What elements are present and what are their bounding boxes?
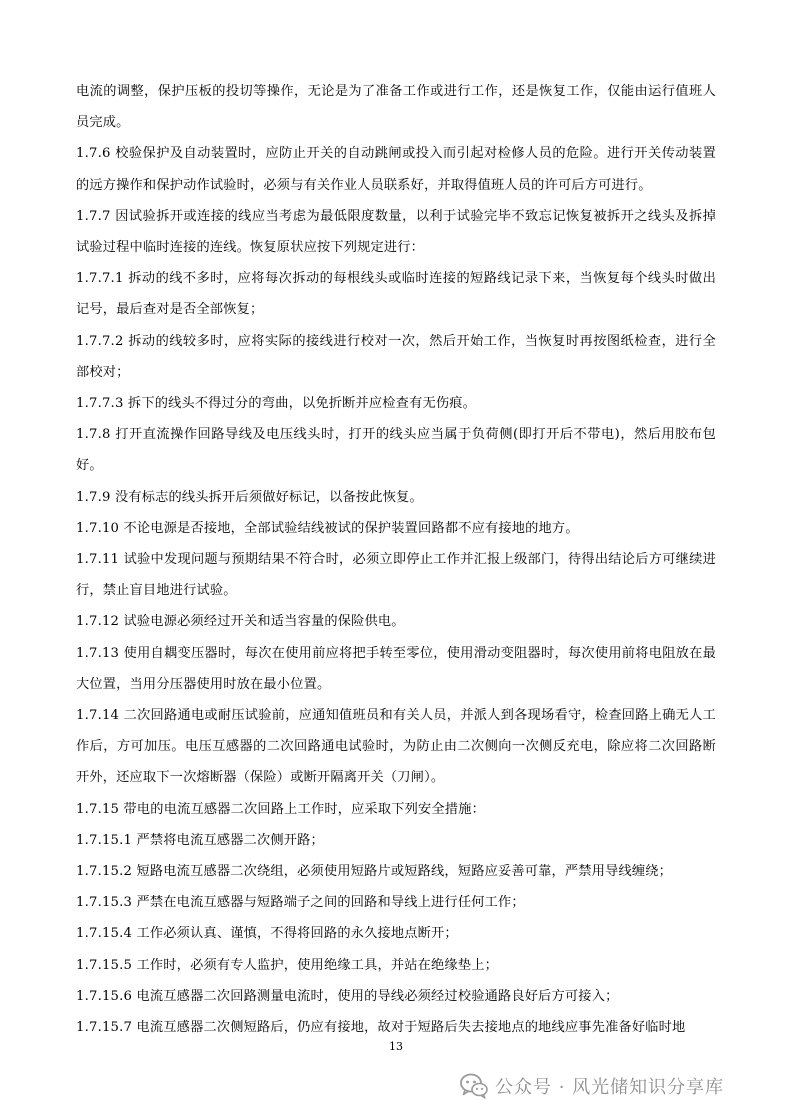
- paragraph: 1.7.15 带电的电流互感器二次回路上工作时，应采取下列安全措施：: [76, 801, 485, 817]
- paragraph: 1.7.9 没有标志的线头拆开后须做好标记，以备按此恢复。: [76, 489, 423, 505]
- paragraph: 1.7.15.1 严禁将电流互感器二次侧开路；: [76, 832, 324, 848]
- paragraph: 1.7.7.2 拆动的线较多时，应将实际的接线进行校对一次，然后开始工作，当恢复时再按图纸检查，进行全部校对；: [76, 333, 716, 380]
- paragraph: 1.7.14 二次回路通电或耐压试验前，应通知值班员和有关人员，并派人到各现场看守，检查回路上确无人工作后，方可加压。电压互感器的二次回路通电试验时，为防止由二次侧向一次侧反充电，除应将二次回路断开外，还应取下一次熔断器（保险）或断开隔离开关（刀闸）。: [76, 708, 716, 786]
- paragraph: 1.7.7.3 拆下的线头不得过分的弯曲，以免折断并应检查有无伤痕。: [76, 396, 477, 412]
- paragraph: 1.7.13 使用自耦变压器时，每次在使用前应将把手转至零位，使用滑动变阻器时，每次使用前将电阻放在最大位置，当用分压器使用时放在最小位置。: [76, 645, 716, 692]
- paragraph: 1.7.7 因试验拆开或连接的线应当考虑为最低限度数量，以利于试验完毕不致忘记恢复被拆开之线头及拆掉试验过程中临时连接的连线。恢复原状应按下列规定进行：: [76, 208, 716, 256]
- paragraph: 1.7.15.4 工作必须认真、谨慎，不得将回路的永久接地点断开；: [76, 926, 458, 942]
- wechat-icon: [459, 1072, 489, 1100]
- paragraph: 1.7.15.5 工作时，必须有专人监护，使用绝缘工具，并站在绝缘垫上；: [76, 957, 498, 973]
- paragraph: 1.7.15.7 电流互感器二次侧短路后，仍应有接地，故对于短路后失去接地点的地线应事先准备好临时地: [76, 1020, 686, 1036]
- paragraph: 1.7.15.6 电流互感器二次回路测量电流时，使用的导线必须经过校验通路良好后方可接入；: [76, 988, 619, 1004]
- paragraph: 1.7.7.1 拆动的线不多时，应将每次拆动的每根线头或临时连接的短路线记录下来，当恢复每个线头时做出记号，最后查对是否全部恢复；: [76, 271, 716, 318]
- paragraph: 1.7.15.3 严禁在电流互感器与短路端子之间的回路和导线上进行任何工作；: [76, 895, 525, 911]
- watermark: [459, 1069, 724, 1103]
- paragraph: 1.7.6 校验保护及自动装置时，应防止开关的自动跳闸或投入而引起对检修人员的危险。进行开关传动装置的远方操作和保护动作试验时，必须与有关作业人员联系好，并取得值班人员的许可后方可进行。: [76, 146, 716, 193]
- paragraph: 1.7.12 试验电源必须经过开关和适当容量的保险供电。: [76, 614, 405, 630]
- paragraph: 1.7.10 不论电源是否接地，全部试验结线被试的保护装置回路都不应有接地的地方。: [76, 520, 579, 536]
- paragraph: 1.7.8 打开直流操作回路导线及电压线头时，打开的线头应当属于负荷侧(即打开后不带电)，然后用胶布包好。: [76, 427, 716, 474]
- paragraph: 电流的调整，保护压板的投切等操作，无论是为了准备工作或进行工作，还是恢复工作，仅能由运行值班人员完成。: [76, 84, 716, 131]
- page-number: 13: [389, 1040, 403, 1053]
- paragraph: 1.7.11 试验中发现问题与预期结果不符合时，必须立即停止工作并汇报上级部门，待得出结论后方可继续进行，禁止盲目地进行试验。: [76, 552, 716, 599]
- paragraph: 1.7.15.2 短路电流互感器二次绕组，必须使用短路片或短路线，短路应妥善可靠，严禁用导线缠绕；: [76, 864, 673, 880]
- document-body: [76, 76, 716, 1043]
- watermark-text: 公众号 · 风光储知识分享库: [495, 1077, 725, 1098]
